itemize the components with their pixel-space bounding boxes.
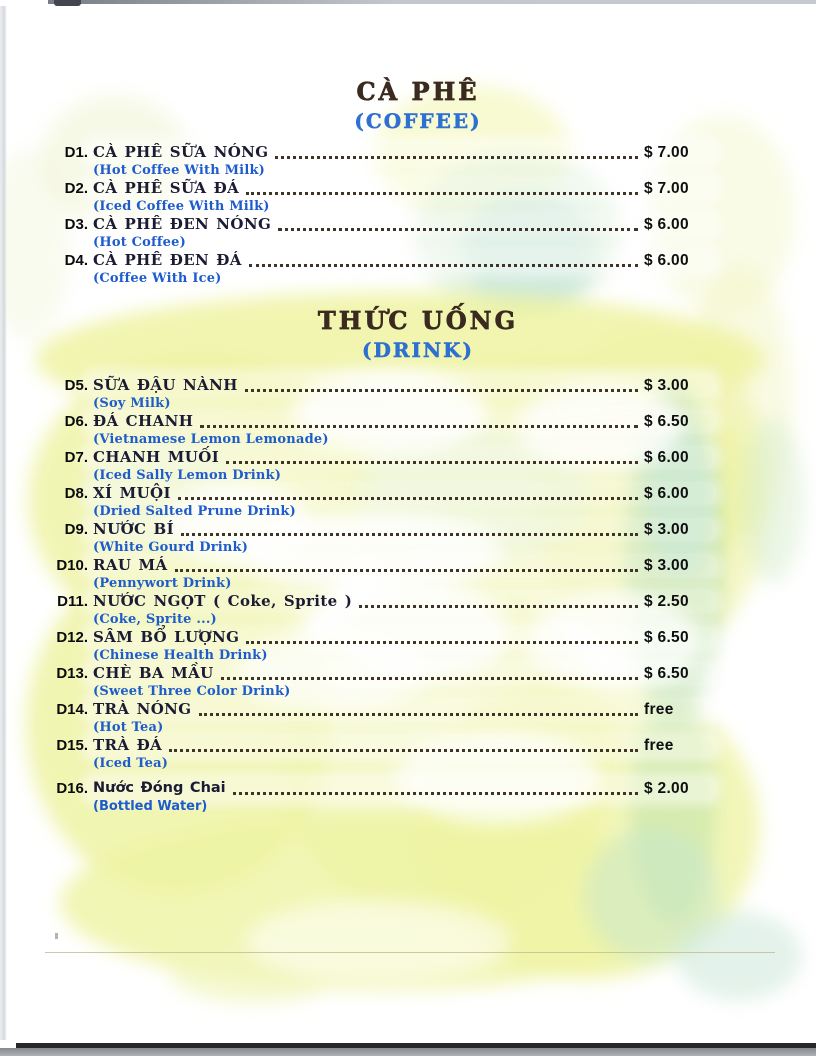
item-number: D9. xyxy=(64,521,88,538)
item-name: TRÀ ĐÁ xyxy=(93,736,163,754)
menu-item xyxy=(50,143,710,179)
item-number: D7. xyxy=(64,449,88,466)
item-name: NƯỚC NGỌT ( Coke, Sprite ) xyxy=(93,592,353,610)
item-price: $ 2.00 xyxy=(644,780,689,797)
dotted-leader xyxy=(175,569,638,572)
item-number: D2. xyxy=(64,180,88,197)
dotted-leader xyxy=(246,641,638,644)
menu-item xyxy=(50,376,710,412)
item-number: D15. xyxy=(56,737,88,754)
item-price: $ 6.00 xyxy=(644,252,689,269)
item-description: (Hot Coffee) xyxy=(93,235,186,250)
section-subtitle: (DRINK) xyxy=(362,338,474,362)
item-price: free xyxy=(644,701,674,718)
item-description: (Pennywort Drink) xyxy=(93,576,232,591)
menu-item-line xyxy=(50,412,710,431)
item-number: D5. xyxy=(64,377,88,394)
dotted-leader xyxy=(181,533,638,536)
menu-item xyxy=(50,779,710,815)
item-price: $ 7.00 xyxy=(644,180,689,197)
menu-item xyxy=(50,736,710,772)
menu-item xyxy=(50,179,710,215)
item-price: $ 7.00 xyxy=(644,144,689,161)
menu-item xyxy=(50,628,710,664)
menu-item-line xyxy=(50,179,710,198)
item-description: (Sweet Three Color Drink) xyxy=(93,684,291,699)
item-description: (Soy Milk) xyxy=(93,396,171,411)
menu-item-line xyxy=(50,251,710,270)
scan-top-notch xyxy=(54,0,81,6)
item-number: D16. xyxy=(56,780,88,797)
item-name: CÀ PHÊ ĐEN NÓNG xyxy=(93,215,272,233)
menu-item-line xyxy=(50,700,710,719)
menu-item-line xyxy=(50,448,710,467)
menu-item xyxy=(50,251,710,287)
dotted-leader xyxy=(359,605,638,608)
watercolor-blob xyxy=(246,900,511,982)
menu-item xyxy=(50,484,710,520)
item-name: CÀ PHÊ SỮA NÓNG xyxy=(93,143,269,161)
menu-item xyxy=(50,592,710,628)
menu-item-line xyxy=(50,215,710,234)
item-price: $ 6.00 xyxy=(644,216,689,233)
section-subtitle: (COFFEE) xyxy=(354,109,482,133)
menu-item xyxy=(50,700,710,736)
drink-item-list xyxy=(50,376,710,815)
item-description: (Bottled Water) xyxy=(93,799,208,814)
watercolor-blob xyxy=(742,418,804,583)
item-number: D4. xyxy=(64,252,88,269)
item-price: free xyxy=(644,737,674,754)
dotted-leader xyxy=(178,497,638,500)
item-price: $ 6.00 xyxy=(644,449,689,466)
scan-bottom-edge-fill xyxy=(0,1048,816,1056)
item-name: SỮA ĐẬU NÀNH xyxy=(93,376,238,394)
menu-content xyxy=(50,76,710,815)
item-name: NƯỚC BÍ xyxy=(93,520,175,538)
item-description: (Coke, Sprite ...) xyxy=(93,612,217,627)
scan-top-edge xyxy=(48,0,816,4)
menu-item xyxy=(50,448,710,484)
item-number: D8. xyxy=(64,485,88,502)
dotted-leader xyxy=(278,228,638,231)
section-title: THỨC UỐNG xyxy=(317,306,519,335)
item-name: CHÈ BA MẦU xyxy=(93,664,214,682)
item-description: (Iced Tea) xyxy=(93,756,169,771)
dotted-leader xyxy=(169,749,638,752)
item-number: D14. xyxy=(56,701,88,718)
menu-item-line xyxy=(50,376,710,395)
scan-speck xyxy=(55,933,58,939)
section-title: CÀ PHÊ xyxy=(356,77,480,106)
dotted-leader xyxy=(199,713,639,716)
item-name: SÂM BỔ LƯỢNG xyxy=(93,628,240,646)
menu-item-line xyxy=(50,664,710,683)
item-description: (Coffee With Ice) xyxy=(93,271,222,286)
item-price: $ 6.00 xyxy=(644,485,689,502)
menu-item xyxy=(50,556,710,592)
section-drink xyxy=(50,305,710,815)
menu-item-line xyxy=(50,520,710,539)
item-price: $ 6.50 xyxy=(644,413,689,430)
dotted-leader xyxy=(221,677,638,680)
section-coffee xyxy=(50,76,710,287)
item-name: RAU MÁ xyxy=(93,556,168,574)
item-price: $ 3.00 xyxy=(644,377,689,394)
menu-item-line xyxy=(50,736,710,755)
item-number: D3. xyxy=(64,216,88,233)
dotted-leader xyxy=(200,425,638,428)
menu-item-line xyxy=(50,592,710,611)
item-number: D12. xyxy=(56,629,88,646)
item-name: CÀ PHÊ SỮA ĐÁ xyxy=(93,179,240,197)
menu-item xyxy=(50,412,710,448)
item-name: CHANH MUỐI xyxy=(93,448,220,466)
dotted-leader xyxy=(249,264,638,267)
item-number: D13. xyxy=(56,665,88,682)
dotted-leader xyxy=(275,156,638,159)
coffee-item-list xyxy=(50,143,710,287)
menu-item-line xyxy=(50,143,710,162)
item-name: Nước Đóng Chai xyxy=(93,780,226,796)
item-number: D10. xyxy=(56,557,88,574)
item-description: (Iced Coffee With Milk) xyxy=(93,199,270,214)
menu-item-line xyxy=(50,484,710,503)
item-name: CÀ PHÊ ĐEN ĐÁ xyxy=(93,251,242,269)
item-description: (White Gourd Drink) xyxy=(93,540,249,555)
dotted-leader xyxy=(245,389,638,392)
item-name: XÍ MUỘI xyxy=(93,484,171,502)
item-description: (Iced Sally Lemon Drink) xyxy=(93,468,282,483)
item-price: $ 3.00 xyxy=(644,557,689,574)
item-name: TRÀ NÓNG xyxy=(93,700,192,718)
item-price: $ 6.50 xyxy=(644,629,689,646)
scan-left-edge xyxy=(0,6,7,1040)
menu-item xyxy=(50,215,710,251)
menu-item-line xyxy=(50,779,710,798)
item-description: (Hot Coffee With Milk) xyxy=(93,163,266,178)
dotted-leader xyxy=(226,461,638,464)
item-price: $ 6.50 xyxy=(644,665,689,682)
dotted-leader xyxy=(246,192,638,195)
item-name: ĐÁ CHANH xyxy=(93,412,194,430)
menu-item xyxy=(50,664,710,700)
item-price: $ 3.00 xyxy=(644,521,689,538)
menu-item-line xyxy=(50,628,710,647)
watercolor-blob xyxy=(676,912,801,1000)
scan-faint-line xyxy=(45,952,775,953)
menu-item xyxy=(50,520,710,556)
dotted-leader xyxy=(233,792,638,795)
item-description: (Vietnamese Lemon Lemonade) xyxy=(93,432,329,447)
item-price: $ 2.50 xyxy=(644,593,689,610)
item-number: D6. xyxy=(64,413,88,430)
item-description: (Dried Salted Prune Drink) xyxy=(93,504,296,519)
item-number: D11. xyxy=(57,593,88,610)
item-description: (Hot Tea) xyxy=(93,720,164,735)
menu-item-line xyxy=(50,556,710,575)
item-number: D1. xyxy=(64,144,88,161)
item-description: (Chinese Health Drink) xyxy=(93,648,268,663)
